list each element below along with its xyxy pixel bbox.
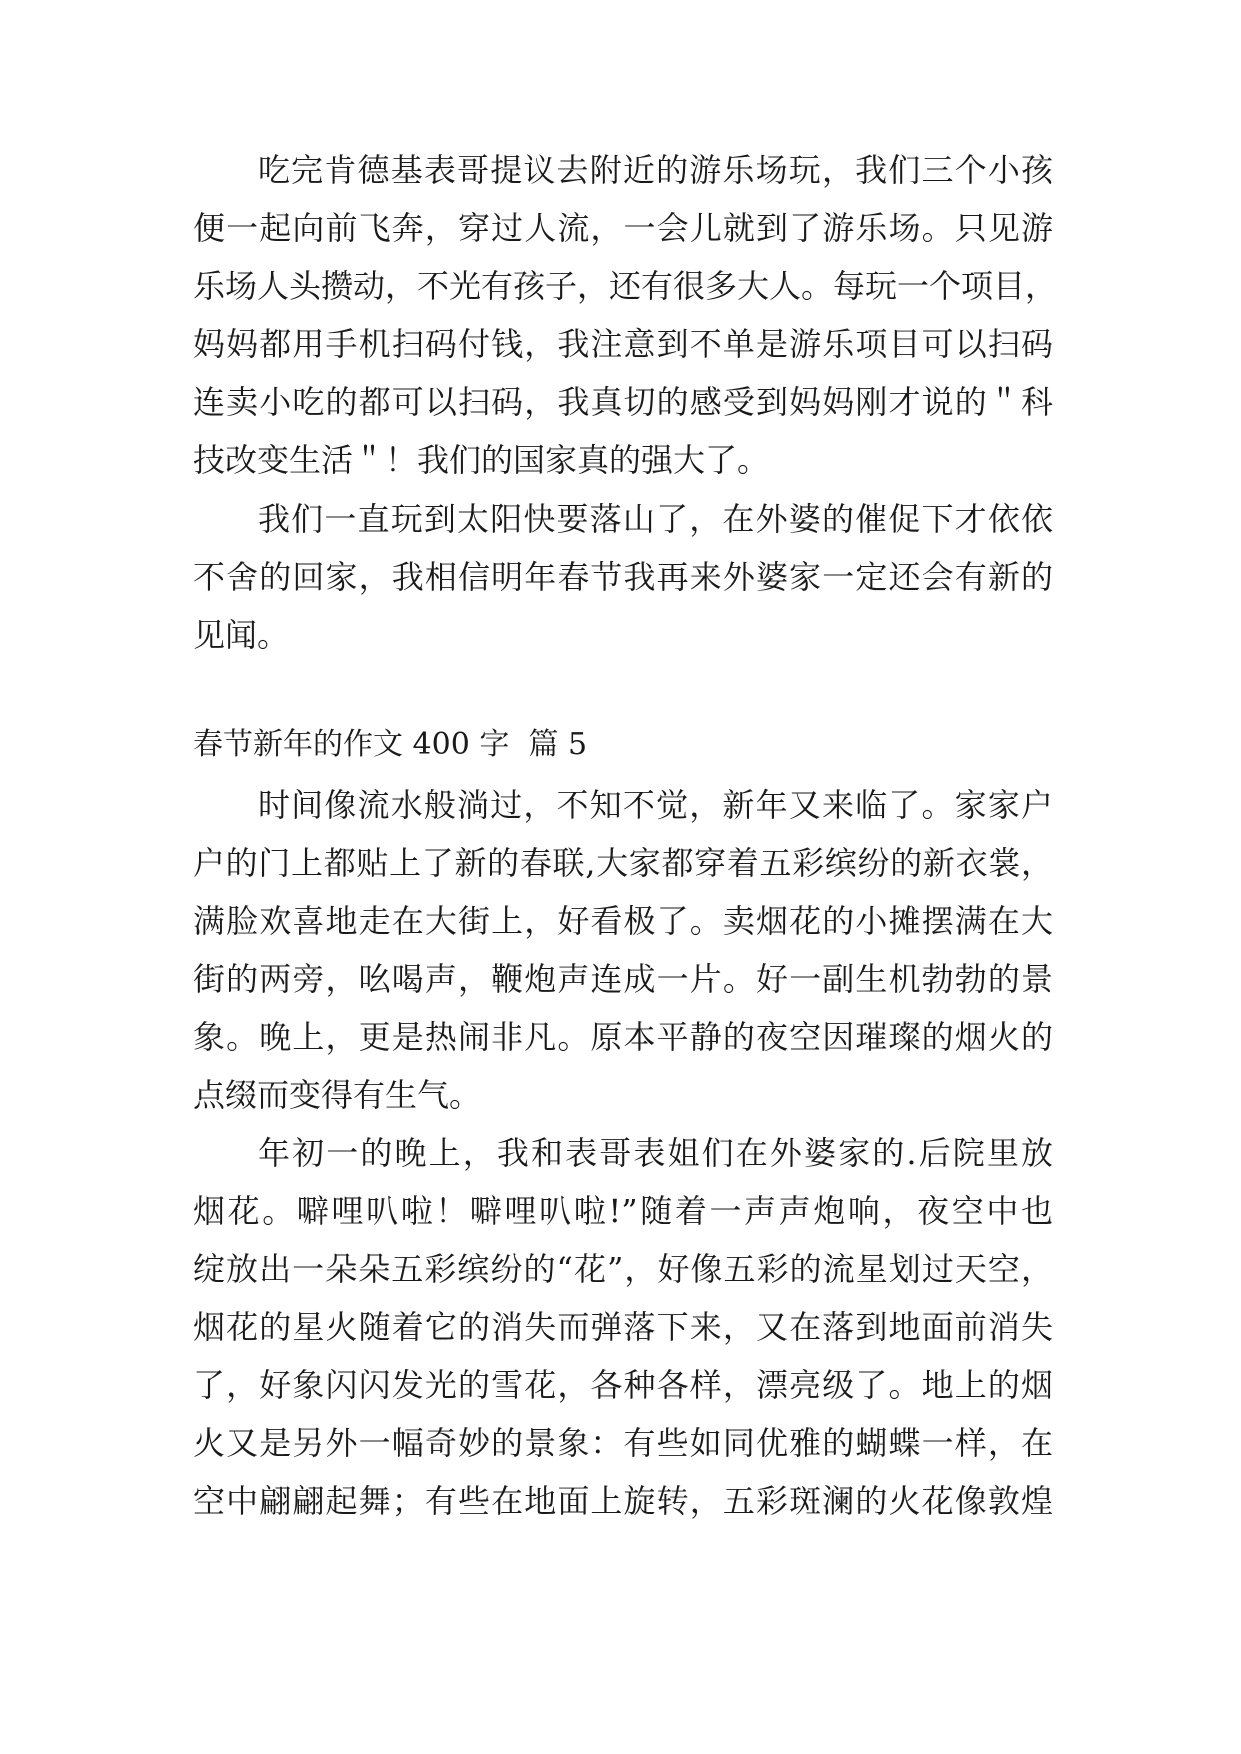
paragraph-line: 妈妈都用手机扫码付钱，我注意到不单是游乐项目可以扫码 [193, 325, 1053, 363]
paragraph-line: 街的两旁，吆喝声，鞭炮声连成一片。好一副生机勃勃的景 [193, 960, 1053, 998]
paragraph-line: 象。晚上，更是热闹非凡。原本平静的夜空因璀璨的烟火的 [193, 1018, 1053, 1056]
paragraph-line: 绽放出一朵朵五彩缤纷的“花”，好像五彩的流星划过天空， [193, 1250, 1053, 1288]
paragraph-line: 吃完肯德基表哥提议去附近的游乐场玩，我们三个小孩 [258, 151, 1053, 189]
paragraph-line: 不舍的回家，我相信明年春节我再来外婆家一定还会有新的 [193, 558, 1053, 596]
paragraph-line: 点缀而变得有生气。 [193, 1076, 482, 1114]
paragraph-line: 时间像流水般淌过，不知不觉，新年又来临了。家家户 [258, 786, 1053, 824]
paragraph-line: 烟花的星火随着它的消失而弹落下来，又在落到地面前消失 [193, 1308, 1053, 1346]
paragraph-line: 技改变生活＂！我们的国家真的强大了。 [193, 441, 770, 479]
section-heading: 春节新年的作文 400 字 篇 5 [193, 727, 588, 762]
paragraph-line: 年初一的晚上，我和表哥表姐们在外婆家的.后院里放 [258, 1134, 1053, 1172]
paragraph-line: 空中翩翩起舞；有些在地面上旋转，五彩斑澜的火花像敦煌 [193, 1482, 1053, 1520]
paragraph-line: 我们一直玩到太阳快要落山了，在外婆的催促下才依依 [258, 500, 1053, 538]
paragraph-line: 连卖小吃的都可以扫码，我真切的感受到妈妈刚才说的＂科 [193, 383, 1053, 421]
paragraph-line: 火又是另外一幅奇妙的景象：有些如同优雅的蝴蝶一样，在 [193, 1424, 1053, 1462]
paragraph-line: 了，好象闪闪发光的雪花，各种各样，漂亮级了。地上的烟 [193, 1366, 1053, 1404]
paragraph-line: 见闻。 [193, 616, 290, 654]
paragraph-line: 便一起向前飞奔，穿过人流，一会儿就到了游乐场。只见游 [193, 209, 1053, 247]
paragraph-line: 户的门上都贴上了新的春联,大家都穿着五彩缤纷的新衣裳， [193, 844, 1053, 882]
paragraph-line: 烟花。噼哩叭啦！噼哩叭啦!”随着一声声炮响，夜空中也 [193, 1192, 1053, 1230]
paragraph-line: 满脸欢喜地走在大街上，好看极了。卖烟花的小摊摆满在大 [193, 902, 1053, 940]
paragraph-line: 乐场人头攒动，不光有孩子，还有很多大人。每玩一个项目， [193, 267, 1058, 305]
